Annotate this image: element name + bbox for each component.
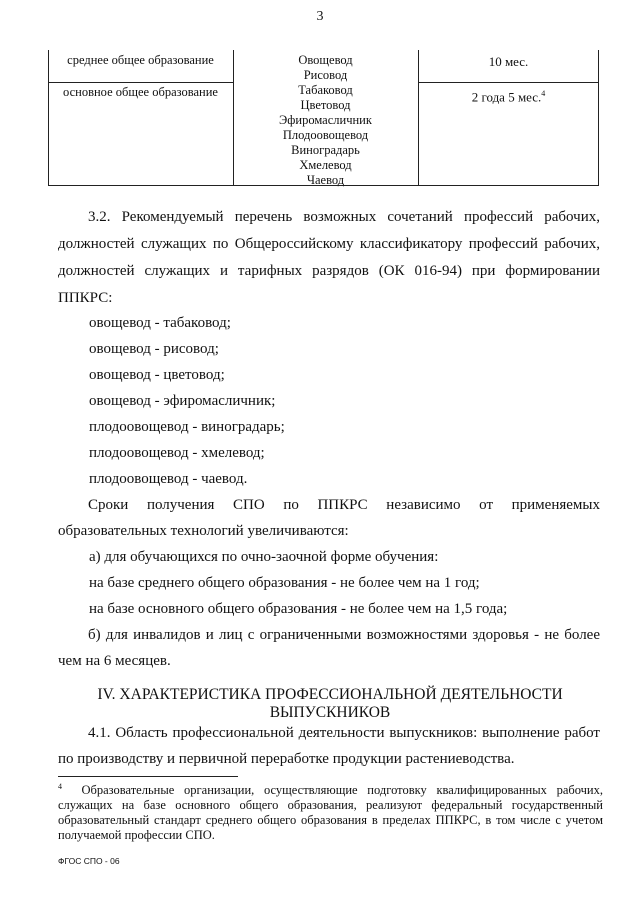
section-4-1: [58, 720, 600, 772]
list-item: плодоовощевод - чаевод.: [89, 471, 248, 487]
page-footer: ФГОС СПО - 06: [58, 856, 120, 866]
paragraph-4-1: 4.1. Область профессиональной деятельности выпускников: выполнение работ по производству и первичной переработке продукции растениеводства.: [58, 725, 600, 767]
table-row-divider: [418, 82, 599, 83]
page-number: 3: [316, 9, 324, 24]
section-heading: [60, 686, 600, 722]
profession-item: Табаковод: [298, 83, 353, 97]
list-item: овощевод - рисовод;: [89, 341, 219, 357]
profession-item: Овощевод: [298, 53, 353, 67]
heading-line: ВЫПУСКНИКОВ: [269, 704, 391, 721]
profession-item: Цветовод: [300, 98, 351, 112]
table-cell-education: основное общее образование: [63, 85, 218, 99]
list-item: овощевод - цветовод;: [89, 367, 225, 383]
section-3-2: [58, 204, 600, 312]
list-item: плодоовощевод - виноградарь;: [89, 419, 285, 435]
paragraph-item-a2: на базе основного общего образования - не более чем на 1,5 года;: [89, 601, 508, 617]
footnote-marker: 4: [58, 782, 62, 791]
table-cell-term: [418, 86, 599, 104]
table-cell-education: среднее общее образование: [67, 53, 214, 67]
profession-item: Рисовод: [303, 68, 348, 82]
list-item: овощевод - табаковод;: [89, 315, 231, 331]
footnote-separator: [58, 776, 238, 777]
paragraph-item-b: б) для инвалидов и лиц с ограниченными возможностями здоровья - не более чем на 6 месяцев.: [58, 627, 600, 669]
paragraph-3-2-intro: 3.2. Рекомендуемый перечень возможных сочетаний профессий рабочих, должностей служащих по Общероссийскому классификатору профессий рабочих, должностей служащих и тарифных разрядов (ОК 016-94) при формировании ППКРС:: [58, 209, 600, 306]
profession-item: Хмелевод: [299, 158, 352, 172]
profession-item: Виноградарь: [291, 143, 360, 157]
heading-line: IV. ХАРАКТЕРИСТИКА ПРОФЕССИОНАЛЬНОЙ ДЕЯТЕЛЬНОСТИ: [97, 686, 563, 703]
profession-item: Чаевод: [306, 173, 345, 187]
paragraph-terms-intro: Сроки получения СПО по ППКРС независимо от применяемых образовательных технологий увеличиваются:: [58, 497, 600, 539]
profession-item: Эфиромасличник: [279, 113, 372, 127]
combinations-list: [58, 310, 600, 492]
list-item: овощевод - эфиромасличник;: [89, 393, 276, 409]
table-cell-term: 10 мес.: [488, 54, 529, 69]
profession-item: Плодоовощевод: [282, 128, 369, 142]
term-value: 2 года 5 мес.: [471, 89, 542, 105]
list-item: плодоовощевод - хмелевод;: [89, 445, 265, 461]
footnote-reference: 4: [541, 89, 546, 98]
footnote-text: Образовательные организации, осуществляющие подготовку квалифицированных рабочих, служащих на базе основного общего образования, реализуют федеральный государственный образовательный стандарт среднего общего образования в пределах ППКРС, в том числе с учетом получаемой профессии СПО.: [58, 783, 604, 843]
paragraph-item-a1: на базе среднего общего образования - не более чем на 1 год;: [89, 575, 480, 591]
programs-table: [48, 50, 599, 186]
paragraph-item-a: а) для обучающихся по очно-заочной форме обучения:: [89, 549, 439, 565]
footnote: [58, 779, 603, 843]
table-row-divider: [48, 82, 233, 83]
terms-block: [58, 492, 600, 674]
table-cell-professions: [233, 53, 418, 188]
table-column-divider: [418, 50, 419, 186]
